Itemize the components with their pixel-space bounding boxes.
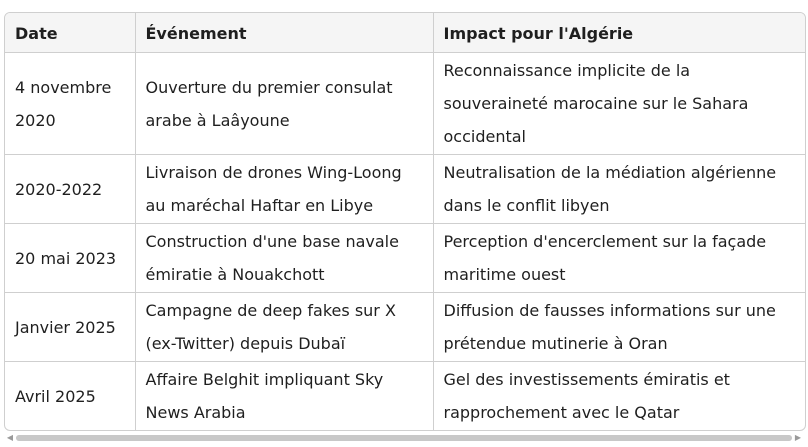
table-row: [5, 53, 805, 155]
table-row: [5, 155, 805, 224]
cell-impact: Reconnaissance implicite de la souveraineté marocaine sur le Sahara occidental: [433, 53, 805, 155]
data-table-container: [4, 12, 806, 431]
cell-date: Janvier 2025: [5, 293, 135, 362]
scrollbar-thumb[interactable]: [16, 435, 792, 441]
events-table: [5, 13, 805, 430]
cell-event: Ouverture du premier consulat arabe à Laâyoune: [135, 53, 433, 155]
chevron-right-icon[interactable]: ▶: [794, 433, 802, 442]
column-header-date: Date: [5, 13, 135, 53]
cell-date: 2020-2022: [5, 155, 135, 224]
cell-event: Livraison de drones Wing-Loong au maréchal Haftar en Libye: [135, 155, 433, 224]
cell-impact: Neutralisation de la médiation algérienne dans le conflit libyen: [433, 155, 805, 224]
table-row: [5, 224, 805, 293]
cell-date: Avril 2025: [5, 362, 135, 431]
table-row: [5, 362, 805, 431]
table-row: [5, 293, 805, 362]
cell-impact: Diffusion de fausses informations sur une prétendue mutinerie à Oran: [433, 293, 805, 362]
table-header-row: [5, 13, 805, 53]
horizontal-scrollbar[interactable]: [4, 432, 804, 444]
cell-date: 20 mai 2023: [5, 224, 135, 293]
cell-event: Construction d'une base navale émiratie à Nouakchott: [135, 224, 433, 293]
chevron-left-icon[interactable]: ◀: [6, 433, 14, 442]
cell-date: 4 novembre 2020: [5, 53, 135, 155]
cell-impact: Perception d'encerclement sur la façade maritime ouest: [433, 224, 805, 293]
cell-event: Affaire Belghit impliquant Sky News Arabia: [135, 362, 433, 431]
column-header-impact: Impact pour l'Algérie: [433, 13, 805, 53]
cell-impact: Gel des investissements émiratis et rapprochement avec le Qatar: [443, 370, 730, 422]
cell-event: Campagne de deep fakes sur X (ex-Twitter) depuis Dubaï: [135, 293, 433, 362]
column-header-event: Événement: [135, 13, 433, 53]
